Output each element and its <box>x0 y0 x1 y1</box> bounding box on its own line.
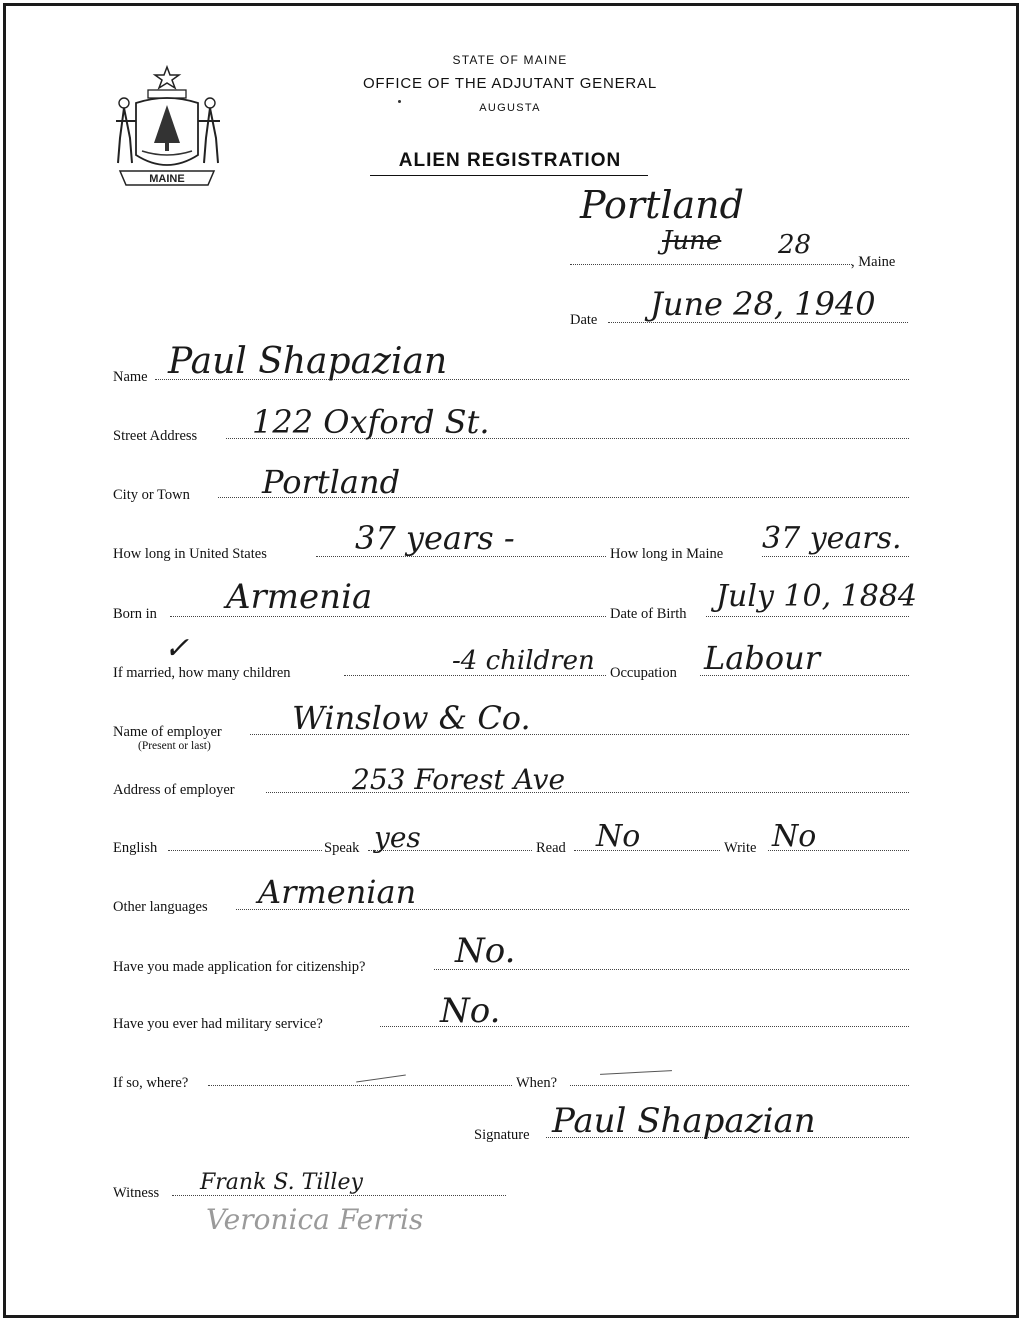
read-value: No <box>596 819 641 854</box>
city-value: Portland <box>262 463 401 501</box>
write-value: No <box>772 819 817 854</box>
street-value: 122 Oxford St. <box>252 403 490 441</box>
us-label: How long in United States <box>113 546 267 562</box>
signature-value: Paul Shapazian <box>552 1101 816 1141</box>
us-value: 37 years - <box>355 519 515 557</box>
married-checkmark: ✓ <box>164 631 190 666</box>
employer-label: Name of employer <box>113 724 222 740</box>
witness-value: Frank S. Tilley <box>200 1170 363 1195</box>
english-label: English <box>113 840 158 856</box>
where-line <box>208 1085 512 1086</box>
born-value: Armenia <box>226 577 373 617</box>
married-value: -4 children <box>452 646 595 676</box>
form-title: ALIEN REGISTRATION <box>398 150 622 171</box>
occupation-value: Labour <box>704 639 820 677</box>
where-label: If so, where? <box>113 1075 189 1091</box>
military-value: No. <box>440 991 501 1031</box>
signature-label: Signature <box>474 1127 530 1143</box>
read-label: Read <box>536 840 566 856</box>
name-label: Name <box>113 369 148 385</box>
speak-label: Speak <box>324 840 360 856</box>
maine-line <box>762 556 909 557</box>
dob-line <box>706 616 909 617</box>
place-suffix: , Maine <box>851 254 896 270</box>
place-struck-month: June <box>662 226 722 256</box>
write-label: Write <box>724 840 757 856</box>
other-languages-label: Other languages <box>113 899 208 915</box>
english-line <box>168 850 322 851</box>
witness-line <box>172 1195 506 1196</box>
place-value: Portland <box>580 183 744 227</box>
dob-label: Date of Birth <box>610 606 687 622</box>
married-label: If married, how many children <box>113 665 291 681</box>
header-office: OFFICE OF THE ADJUTANT GENERAL <box>362 75 658 92</box>
date-label: Date <box>570 312 598 328</box>
name-value: Paul Shapazian <box>168 341 448 382</box>
maine-label: How long in Maine <box>610 546 724 562</box>
dob-value: July 10, 1884 <box>716 579 918 614</box>
header-city: AUGUSTA <box>479 102 541 114</box>
when-label: When? <box>516 1075 558 1091</box>
place-extra-day: 28 <box>778 230 812 260</box>
title-underline <box>370 175 648 176</box>
occupation-label: Occupation <box>610 665 677 681</box>
maine-value: 37 years. <box>762 521 902 556</box>
born-label: Born in <box>113 606 157 622</box>
date-value: June 28, 1940 <box>650 285 876 323</box>
header-state: STATE OF MAINE <box>452 53 568 67</box>
place-line <box>570 264 852 265</box>
citizenship-label: Have you made application for citizenship? <box>113 959 366 975</box>
when-line <box>570 1085 909 1086</box>
witness-label: Witness <box>113 1185 160 1201</box>
witness-second: Veronica Ferris <box>206 1203 424 1236</box>
seal-motto-text: MAINE <box>149 173 185 185</box>
employer-value: Winslow & Co. <box>292 699 531 737</box>
military-label: Have you ever had military service? <box>113 1016 323 1032</box>
employer-address-label: Address of employer <box>113 782 235 798</box>
citizenship-value: No. <box>455 931 516 971</box>
city-label: City or Town <box>113 487 190 503</box>
employer-address-value: 253 Forest Ave <box>352 763 566 796</box>
employer-sublabel: (Present or last) <box>138 740 211 752</box>
street-label: Street Address <box>113 428 198 444</box>
other-languages-value: Armenian <box>258 873 417 911</box>
speak-value: yes <box>374 821 421 854</box>
